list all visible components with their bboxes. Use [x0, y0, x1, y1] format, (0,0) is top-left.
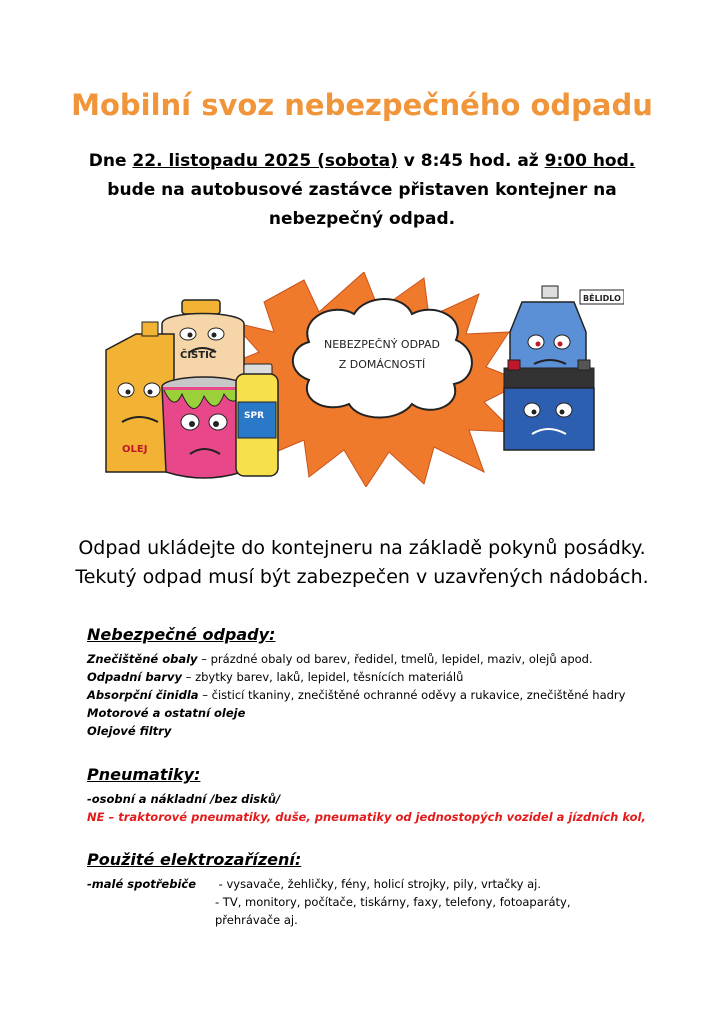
electro-heading: Použité elektrozařízení:	[87, 850, 302, 869]
electro-row-2: - TV, monitory, počítače, tiskárny, faxy, telefony, fotoaparáty,	[215, 895, 571, 909]
instructions-line-2: Tekutý odpad musí být zabezpečen v uzavřených nádobách.	[75, 566, 649, 588]
tyres-accepted: -osobní a nákladní /bez disků/	[87, 792, 281, 806]
tyres-not-accepted: NE – traktorové pneumatiky, duše, pneumatiky od jednostopých vozidel a jízdních kol,	[87, 810, 646, 824]
label-olej: OLEJ	[122, 444, 148, 455]
intro-date: 22. listopadu 2025 (sobota)	[132, 151, 398, 171]
spray-can	[236, 364, 278, 476]
instructions	[0, 534, 724, 592]
cloud-text-1: NEBEZPEČNÝ ODPAD	[324, 338, 440, 351]
list-item: Odpadní barvy – zbytky barev, laků, lepidel, těsnících materiálů	[87, 670, 464, 684]
label-cistic: ČISTIČ	[180, 350, 217, 361]
tyres-section	[87, 765, 687, 826]
electro-label: -malé spotřebiče	[87, 877, 196, 891]
cloud-text-2: Z DOMÁCNOSTÍ	[338, 358, 426, 371]
intro-time-end: 9:00 hod.	[544, 151, 636, 171]
list-item: Olejové filtry	[87, 724, 172, 738]
label-belidlo: BĚLIDLO	[583, 294, 621, 303]
paint-bucket	[162, 377, 246, 478]
intro-prefix: Dne	[88, 151, 133, 171]
battery	[504, 360, 594, 450]
hazardous-heading: Nebezpečné odpady:	[87, 625, 276, 644]
page-title: Mobilní svoz nebezpečného odpadu	[71, 88, 653, 122]
intro-line-1	[0, 147, 724, 176]
intro-line-2: bude na autobusové zastávce přistaven kontejner na	[107, 180, 617, 200]
electro-row-3: přehrávače aj.	[215, 913, 298, 927]
label-spr: SPR	[244, 411, 265, 421]
electro-section	[87, 850, 687, 929]
electro-grid	[87, 875, 687, 929]
list-item: Znečištěné obaly – prázdné obaly od barev, ředidel, tmelů, lepidel, maziv, olejů apod.	[87, 652, 593, 666]
intro-block	[0, 147, 724, 234]
intro-mid: v 8:45 hod. až	[397, 151, 545, 171]
list-item: Absorpční činidla – čisticí tkaniny, znečištěné ochranné oděvy a rukavice, znečištěné hadry	[87, 688, 626, 702]
tyres-heading: Pneumatiky:	[87, 765, 201, 784]
hazardous-section	[87, 625, 687, 740]
list-item: Motorové a ostatní oleje	[87, 706, 246, 720]
intro-line-3: nebezpečný odpad.	[268, 209, 456, 229]
instructions-line-1: Odpad ukládejte do kontejneru na základě pokynů posádky.	[78, 537, 646, 559]
electro-row-1: - vysavače, žehličky, fény, holicí strojky, pily, vrtačky aj.	[215, 877, 541, 891]
hazardous-waste-illustration	[104, 272, 624, 487]
